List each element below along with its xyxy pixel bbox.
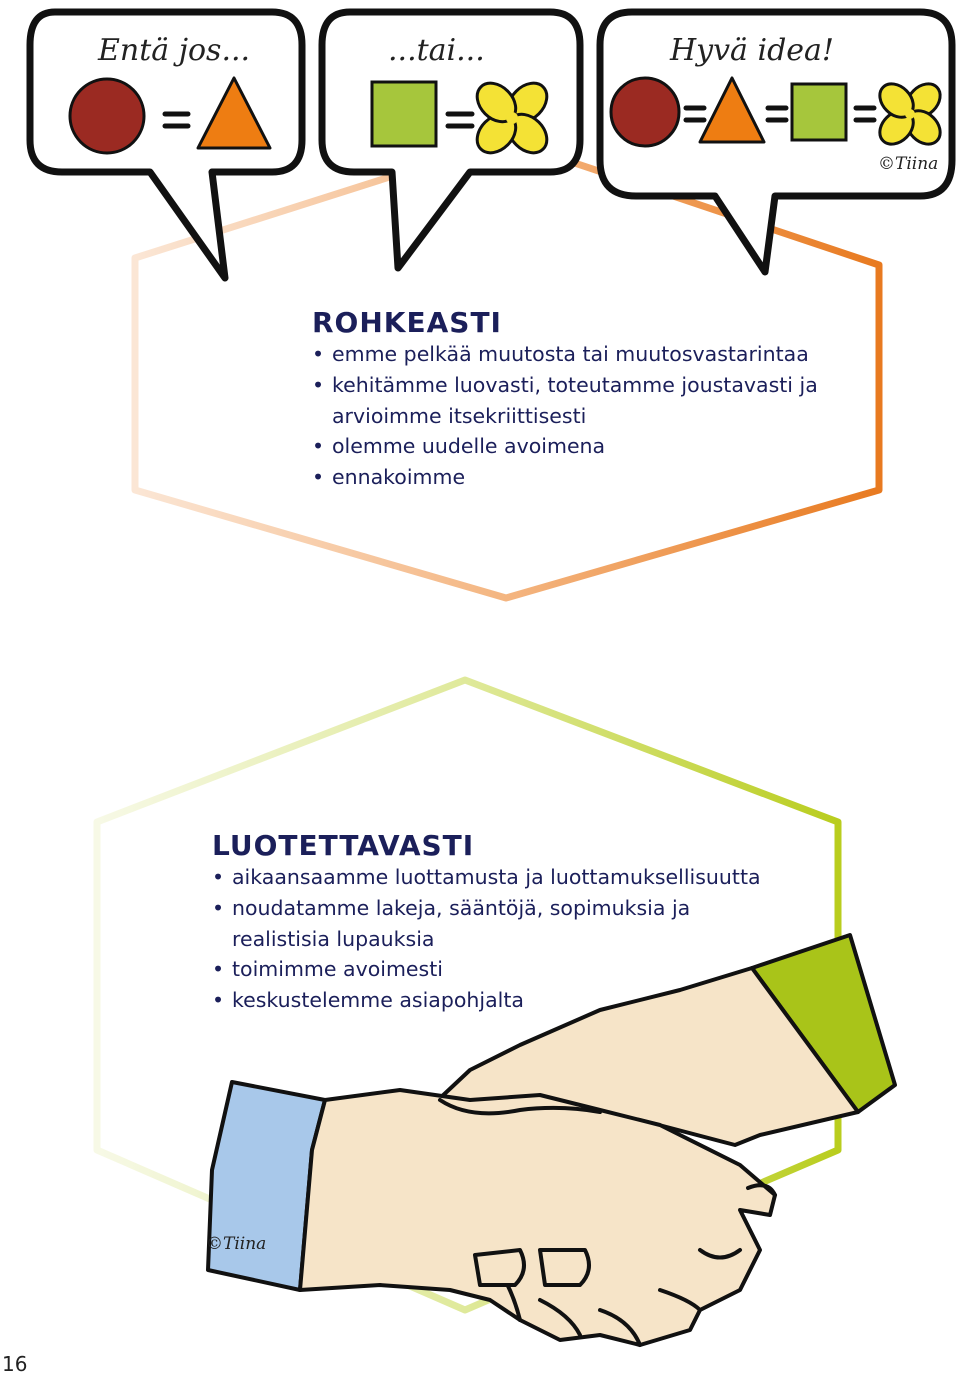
bubble-text-1: Entä jos... bbox=[98, 33, 251, 68]
list-item: • kehitämme luovasti, toteutamme joustavasti ja bbox=[312, 370, 818, 401]
list-item: • olemme uudelle avoimena bbox=[312, 431, 818, 462]
green-square-icon bbox=[792, 84, 846, 140]
list-item: • toimimme avoimesti bbox=[212, 954, 761, 985]
signature-bottom: ©Tiina bbox=[206, 1234, 267, 1254]
rohkeasti-list bbox=[312, 339, 818, 493]
list-item: • keskustelemme asiapohjalta bbox=[212, 985, 761, 1016]
list-item: arvioimme itsekriittisesti bbox=[332, 403, 587, 428]
luotettavasti-list bbox=[212, 862, 761, 1016]
red-circle-icon bbox=[70, 79, 144, 153]
list-item: • noudatamme lakeja, sääntöjä, sopimuksia ja bbox=[212, 893, 761, 924]
page-number: 16 bbox=[2, 1352, 28, 1376]
list-item: • ennakoimme bbox=[312, 462, 818, 493]
red-circle-icon bbox=[611, 78, 679, 146]
luotettavasti-title: LUOTETTAVASTI bbox=[212, 829, 475, 862]
list-item: realistisia lupauksia bbox=[232, 926, 435, 951]
rohkeasti-title: ROHKEASTI bbox=[312, 306, 502, 339]
list-item: • emme pelkää muutosta tai muutosvastarintaa bbox=[312, 339, 818, 370]
list-item: • aikaansaamme luottamusta ja luottamuksellisuutta bbox=[212, 862, 761, 893]
green-square-icon bbox=[372, 82, 436, 146]
bubble-text-3: Hyvä idea! bbox=[670, 33, 834, 68]
bubble-text-2: ...tai... bbox=[388, 33, 485, 68]
signature-top: ©Tiina bbox=[878, 154, 939, 174]
